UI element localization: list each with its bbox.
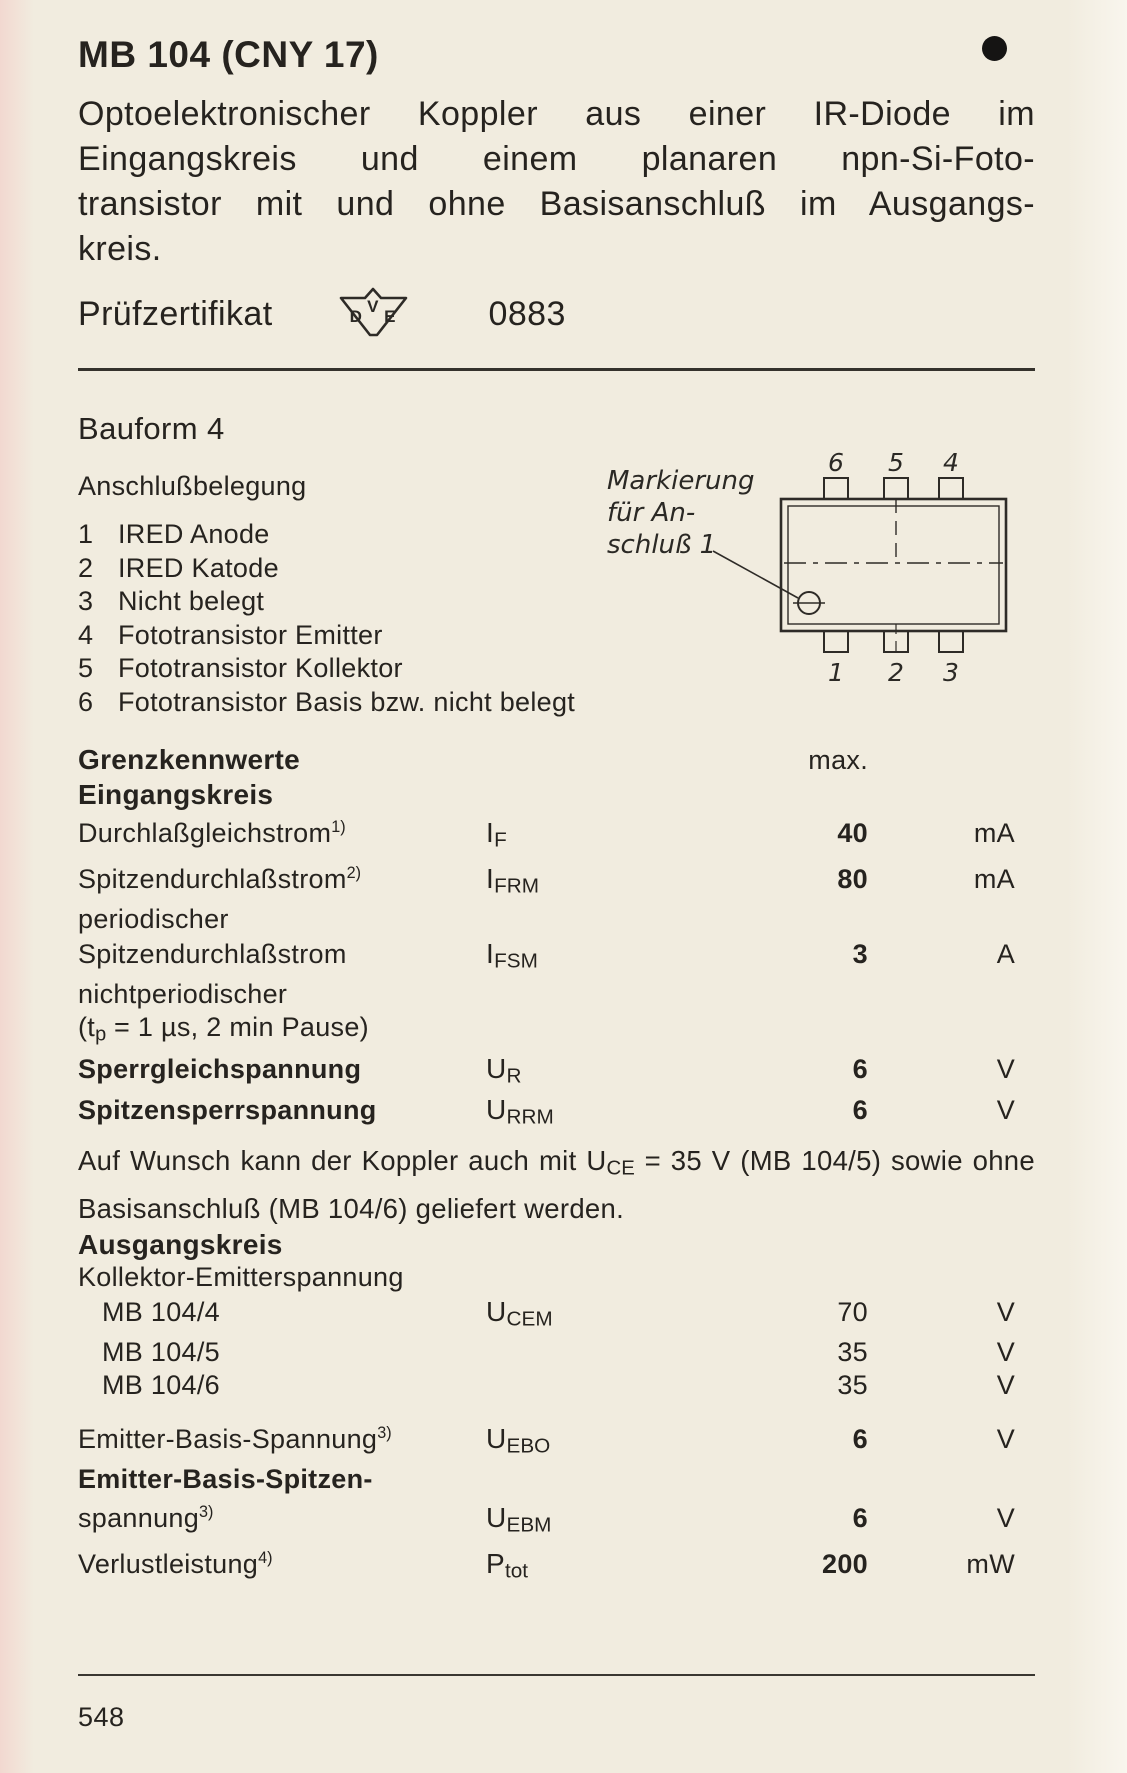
limits-section <box>78 743 1035 1588</box>
pin-number: 3 <box>78 586 94 616</box>
pin-label: Nicht belegt <box>118 586 265 616</box>
param-name: Spitzensperrspannung <box>78 1095 377 1126</box>
param-name: Spitzendurchlaßstrom <box>78 938 347 969</box>
bauform-section <box>78 411 1035 719</box>
footnote-ref: 2) <box>346 864 362 883</box>
input-circuit-heading: Eingangskreis <box>78 778 274 810</box>
marking-pointer-line <box>713 551 798 598</box>
limit-row-continuation <box>78 1463 1035 1497</box>
top-pin-number: 5 <box>888 451 904 477</box>
footnote-ref: 4) <box>258 1549 273 1568</box>
pin-label: Fototransistor Emitter <box>118 619 383 650</box>
pin-number: 6 <box>78 686 94 717</box>
param-unit: mW <box>966 1549 1015 1580</box>
footnote-ref: 1) <box>331 818 346 836</box>
footer-divider <box>78 1674 1035 1676</box>
limit-row <box>78 1417 1035 1463</box>
top-pin-number: 6 <box>828 451 844 477</box>
limit-row <box>78 1542 1035 1588</box>
max-column-label: max. <box>808 745 868 775</box>
param-value: 200 <box>822 1549 868 1580</box>
top-pin-number: 4 <box>943 451 959 477</box>
param-name: ($t_p = 1$ µs, 2 min Pause) <box>78 1012 369 1046</box>
param-name: Emitter-Basis-Spitzen- <box>78 1463 373 1494</box>
limit-row <box>78 1496 1035 1542</box>
param-unit: V <box>996 1370 1015 1401</box>
limit-row <box>78 937 1035 978</box>
param-unit: V <box>996 1503 1015 1534</box>
param-symbol: $U_{EBO}$ <box>486 1422 551 1458</box>
bottom-pin-number: 3 <box>943 658 959 687</box>
output-circuit-heading: Ausgangskreis <box>78 1228 283 1260</box>
pin-number: 4 <box>78 619 94 650</box>
vde-letter-e: E <box>383 307 396 326</box>
certificate-row <box>78 284 1035 344</box>
certificate-number: 0883 <box>488 294 566 333</box>
param-name: MB 104/4 <box>102 1296 220 1327</box>
marking-label-line: schluß 1 <box>607 530 717 560</box>
param-value: 40 <box>837 818 868 848</box>
package-pin <box>939 478 963 499</box>
param-name: nichtperiodischer <box>78 978 288 1009</box>
limit-row <box>78 1336 1035 1370</box>
param-name: Durchlaßgleichstrom$^{1)}$ <box>78 818 346 848</box>
output-group-row <box>78 1261 1035 1295</box>
pinout-heading: Anschlußbelegung <box>78 471 307 501</box>
param-unit: mA <box>973 864 1015 895</box>
param-symbol: $P_{tot}$ <box>486 1548 529 1583</box>
param-symbol: $I_{FSM}$ <box>486 937 538 973</box>
intro-line: kreis. <box>78 230 162 268</box>
package-pin <box>824 631 848 652</box>
bauform-heading: Bauform 4 <box>78 411 225 446</box>
package-outline-diagram <box>601 451 1033 693</box>
pin-label: Fototransistor Kollektor <box>118 653 403 683</box>
option-note <box>78 1141 1035 1227</box>
param-value: 35 <box>837 1370 868 1401</box>
header-divider <box>78 368 1035 371</box>
param-symbol: $I_{FRM}$ <box>486 863 539 898</box>
intro-line: Eingangskreis und einem planaren npn-Si-Foto- <box>78 140 1035 178</box>
param-unit: V <box>996 1095 1015 1126</box>
pin-number: 1 <box>78 519 94 549</box>
param-unit: V <box>996 1423 1015 1454</box>
option-note-line: Basisanschluß (MB 104/6) geliefert werden. <box>78 1192 625 1224</box>
vde-letter-d: D <box>349 307 362 326</box>
param-name: spannung$^{3)}$ <box>78 1503 214 1534</box>
limit-row <box>78 857 1035 903</box>
package-pin <box>939 631 963 652</box>
limit-row <box>78 1369 1035 1403</box>
intro-line: transistor mit und ohne Basisanschluß im Ausgangs- <box>78 185 1035 223</box>
limits-header-row <box>78 743 1035 778</box>
param-name: Spitzendurchlaßstrom$^{2)}$ <box>78 864 362 895</box>
pin-label: Fototransistor Basis bzw. nicht belegt <box>118 686 576 717</box>
page-number: 548 <box>78 1702 125 1733</box>
param-value: 6 <box>852 1423 868 1454</box>
param-unit: V <box>996 1054 1015 1085</box>
marking-label-line: Markierung <box>607 466 755 496</box>
param-name: Sperrgleichspannung <box>78 1054 362 1085</box>
param-symbol: $U_{CEM}$ <box>486 1295 553 1331</box>
limit-row <box>78 1052 1035 1093</box>
limit-row-continuation <box>78 903 1035 937</box>
param-value: 6 <box>852 1054 868 1085</box>
param-name: MB 104/6 <box>102 1370 220 1401</box>
param-symbol: $I_F$ <box>486 817 507 852</box>
footnote-ref: 3) <box>199 1503 214 1522</box>
param-symbol: $U_R$ <box>486 1053 522 1088</box>
option-note-line: Auf Wunsch kann der Koppler auch mit $U_{CE} = 35$ V (MB 104/5) sowie ohne <box>78 1145 1036 1180</box>
intro-paragraph <box>78 92 1035 272</box>
param-value: 6 <box>852 1095 868 1126</box>
param-value: 80 <box>837 864 868 895</box>
param-unit: V <box>996 1296 1015 1327</box>
param-symbol: $U_{EBM}$ <box>486 1502 552 1537</box>
limit-row <box>78 1093 1035 1134</box>
page-title: MB 104 (CNY 17) <box>78 34 379 75</box>
pin-label: IRED Anode <box>118 519 270 549</box>
vde-letter-v: V <box>366 297 379 316</box>
limits-heading: Grenzkennwerte <box>78 744 301 775</box>
pin-label: IRED Katode <box>118 552 279 583</box>
param-name: periodischer <box>78 904 229 935</box>
intro-line: Optoelektronischer Koppler aus einer IR-Diode im <box>78 95 1035 133</box>
print-registration-dot <box>982 36 1007 61</box>
param-group-label: Kollektor-Emitterspannung <box>78 1262 404 1293</box>
limit-row-continuation <box>78 978 1035 1012</box>
param-name: Verlustleistung$^{4)}$ <box>78 1549 273 1580</box>
limit-row <box>78 1295 1035 1336</box>
param-unit: mA <box>973 818 1015 848</box>
footnote-ref: 3) <box>377 1423 392 1442</box>
param-value: 3 <box>852 938 868 969</box>
marking-label-line: für An- <box>607 498 696 528</box>
package-pin <box>824 478 848 499</box>
param-name: Emitter-Basis-Spannung$^{3)}$ <box>78 1423 392 1454</box>
param-value: 70 <box>837 1296 868 1327</box>
bottom-pin-number: 1 <box>828 658 844 687</box>
pin-number: 5 <box>78 653 94 683</box>
certificate-label: Prüfzertifikat <box>78 294 273 333</box>
param-unit: A <box>996 938 1015 969</box>
param-value: 35 <box>837 1336 868 1367</box>
param-value: 6 <box>852 1503 868 1534</box>
output-heading-row <box>78 1228 1035 1262</box>
param-unit: V <box>996 1336 1015 1367</box>
input-heading-row <box>78 778 1035 812</box>
param-symbol: $U_{RRM}$ <box>486 1094 554 1129</box>
bottom-pin-number: 2 <box>888 658 904 687</box>
vde-logo-icon <box>335 284 413 344</box>
package-pin <box>884 478 908 499</box>
pin-number: 2 <box>78 552 94 583</box>
limit-row <box>78 811 1035 857</box>
param-name: MB 104/5 <box>102 1336 220 1367</box>
limit-row-continuation <box>78 1011 1035 1052</box>
